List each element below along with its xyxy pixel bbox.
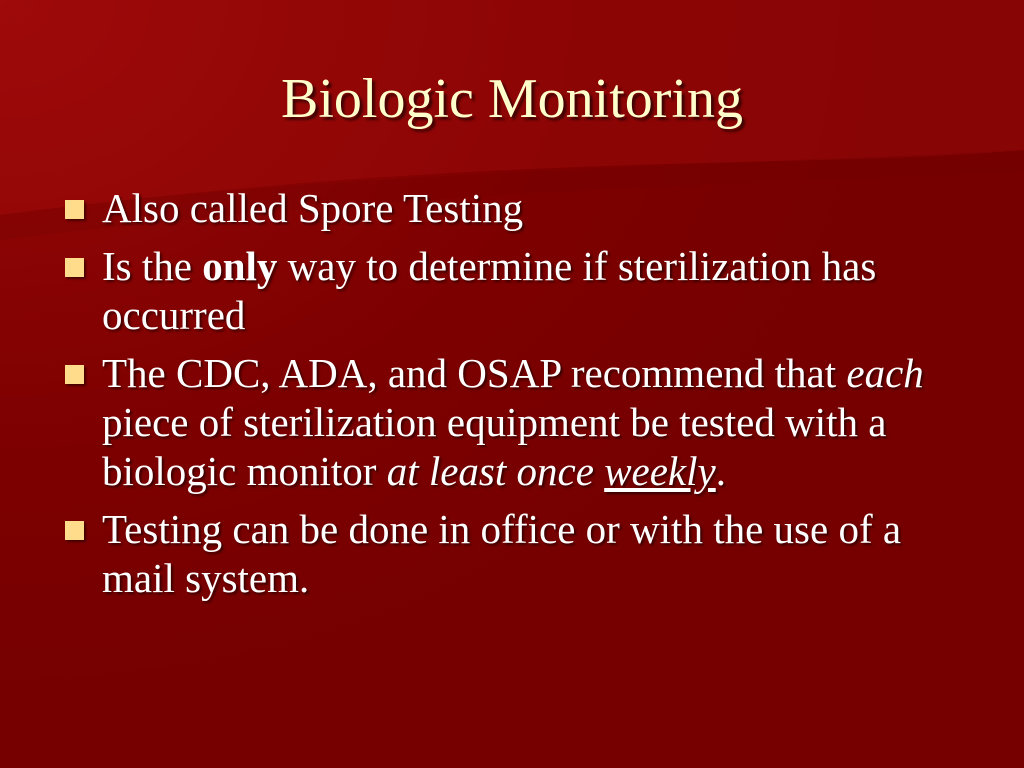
bullet-text: piece of sterilization equipment be tested with a biologic monitor <box>102 399 887 494</box>
bullet-item <box>62 242 962 340</box>
square-bullet-icon <box>65 365 84 384</box>
square-bullet-icon <box>65 200 84 219</box>
slide-title: Biologic Monitoring <box>281 68 743 130</box>
bullet-text: at least once <box>386 448 594 494</box>
bullet-text: each <box>846 350 924 396</box>
square-bullet-icon <box>65 521 84 540</box>
bullet-text: weekly <box>604 448 716 494</box>
bullet-item <box>62 184 962 233</box>
bullet-text: Is the <box>102 243 203 289</box>
bullet-text: Also called Spore Testing <box>102 185 524 231</box>
bullet-text: . <box>715 448 726 494</box>
bullet-text: The CDC, ADA, and OSAP recommend that <box>102 350 847 396</box>
bullet-list <box>62 184 962 612</box>
square-bullet-icon <box>65 258 84 277</box>
bullet-text: way to determine if sterilization has occurred <box>102 243 877 338</box>
bullet-item <box>62 349 962 496</box>
bullet-text: Testing can be done in office or with the use of a mail system. <box>102 506 902 601</box>
bullet-text: only <box>202 243 278 289</box>
bullet-item <box>62 505 962 603</box>
bullet-text <box>594 448 604 494</box>
